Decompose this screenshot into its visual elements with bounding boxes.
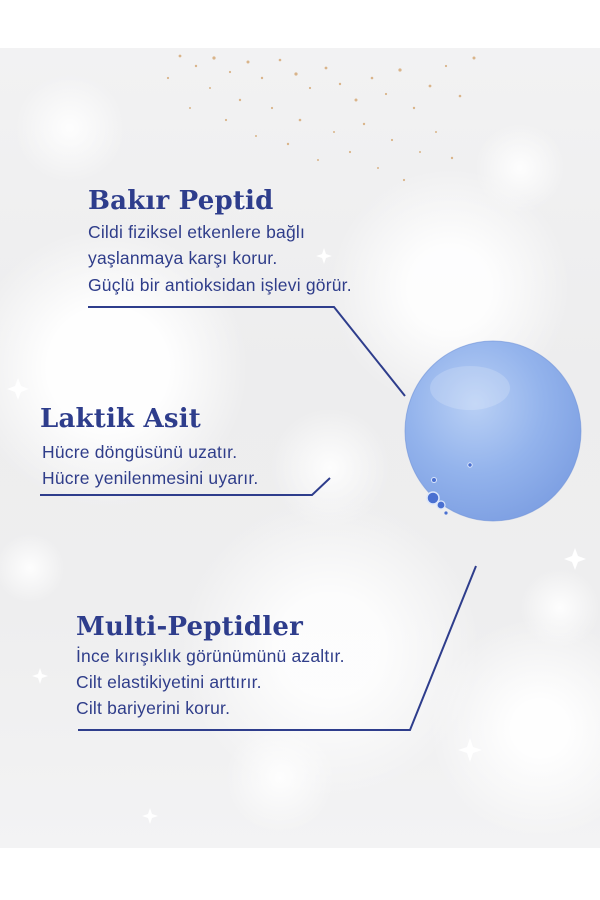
connector-bakir-peptid (88, 307, 405, 396)
background-panel (0, 48, 600, 848)
section-text-line: yaşlanmaya karşı korur. (88, 248, 278, 268)
section-text-line: Hücre döngüsünü uzatır. (42, 442, 238, 462)
section-text-line: Cilt bariyerini korur. (76, 698, 231, 718)
section-text-line: Cilt elastikiyetini arttırır. (76, 672, 262, 692)
section-text-line: Hücre yenilenmesini uyarır. (42, 468, 259, 488)
section-title: Laktik Asit (40, 404, 201, 434)
section-title: Multi-Peptidler (76, 612, 303, 642)
section-text-line: İnce kırışıklık görünümünü azaltır. (76, 646, 345, 666)
serum-droplet (405, 341, 581, 521)
section-title: Bakır Peptid (88, 186, 274, 216)
section-text-line: Cildi fiziksel etkenlere bağlı (88, 222, 306, 242)
section-text-line: Güçlü bir antioksidan işlevi görür. (88, 275, 352, 295)
glitter-dust (167, 55, 476, 181)
